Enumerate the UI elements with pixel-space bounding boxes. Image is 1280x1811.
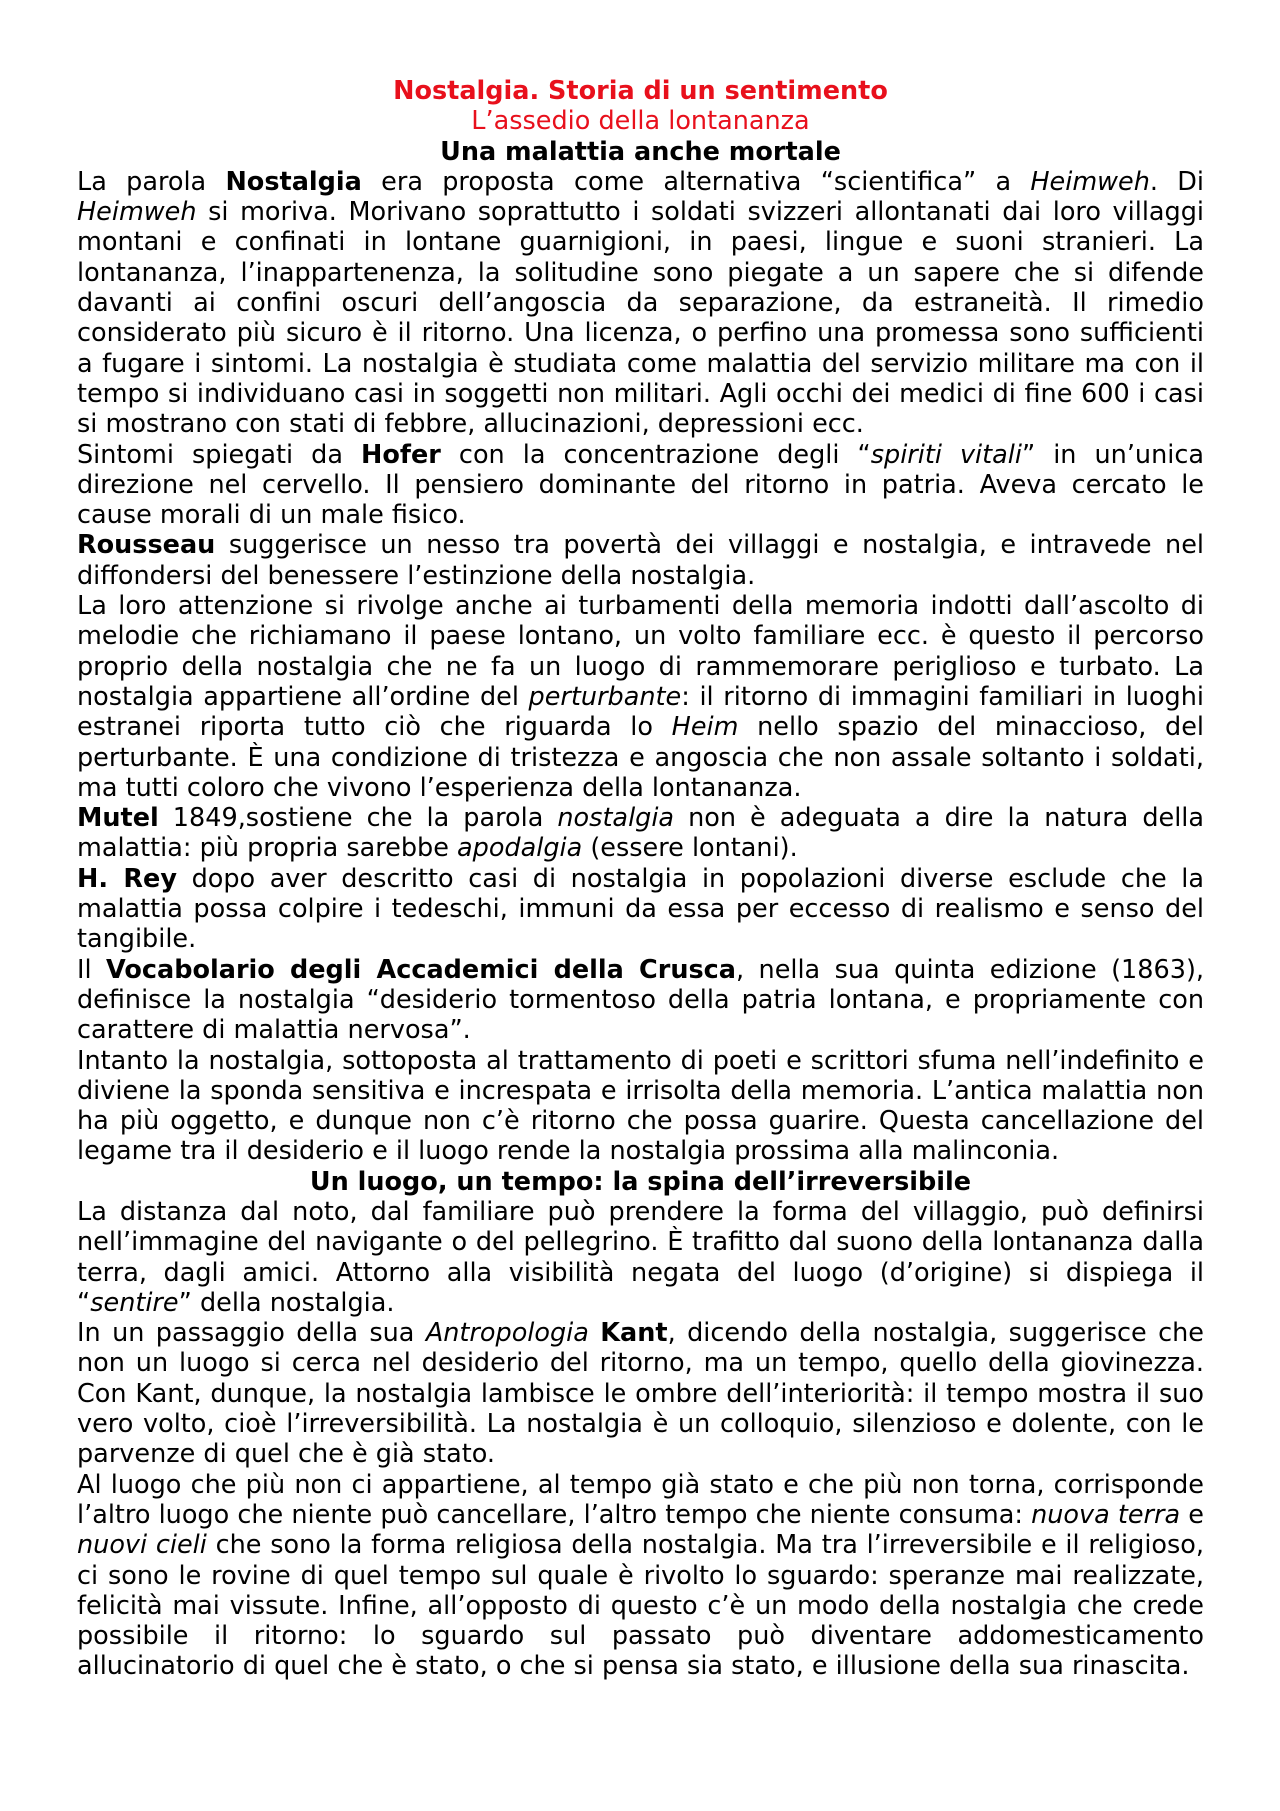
paragraph-5 xyxy=(77,803,1204,864)
paragraph-8: Intanto la nostalgia, sottoposta al trattamento di poeti e scrittori sfuma nell’indefinito e diviene la sponda sensitiva e increspata e irrisolta della memoria. L’antica malattia non ha più oggetto, e dunque non c’è ritorno che possa guarire. Questa cancellazione del legame tra il desiderio e il luogo rende la nostalgia prossima alla malinconia. xyxy=(77,1045,1204,1167)
name-mutel: Mutel xyxy=(77,803,159,834)
text-run: , nella sua quinta edizione (1863), definisce la nostalgia “desiderio tormentoso della patria lontana, e propriamente con carattere di malattia nervosa”. xyxy=(77,954,1204,1046)
text-run: con la concentrazione degli “ xyxy=(440,439,871,470)
term-nuovi-cieli: nuovi cieli xyxy=(77,1530,207,1561)
text-run: La distanza dal noto, dal familiare può prendere la forma del villaggio, può definirsi nell’immagine del navigante o del pellegrino. È trafitto dal suono della lontananza dalla terra, dagli amici. Attorno alla visibilità negata del luogo (d’origine) si dispiega il “ xyxy=(77,1196,1204,1318)
name-rousseau: Rousseau xyxy=(77,530,216,561)
term-heim: Heim xyxy=(671,712,739,743)
text-run: : il ritorno di immagini familiari in luoghi estranei riporta tutto ciò che riguarda lo xyxy=(77,681,1204,743)
name-kant: Kant xyxy=(600,1318,668,1349)
text-run: dopo aver descritto casi di nostalgia in popolazioni diverse esclude che la malattia possa colpire i tedeschi, immuni da essa per eccesso di realismo e senso del tangibile. xyxy=(77,863,1205,955)
name-hofer: Hofer xyxy=(361,439,441,470)
text-run: 1849,sostiene che la parola xyxy=(158,803,558,834)
term-antropologia: Antropologia xyxy=(425,1318,589,1349)
paragraph-10 xyxy=(77,1318,1204,1469)
text-run: (essere lontani). xyxy=(582,833,798,864)
term-nostalgia: Nostalgia xyxy=(225,166,362,197)
text-run: si moriva. Morivano soprattutto i soldati svizzeri allontanati dai loro villaggi montani e confinati in lontane guarnigioni, in paesi, lingue e suoni stranieri. La lontananza, l’inappartenenza, la solitudine sono piegate a un sapere che si difende davanti ai confini oscuri dell’angoscia da separazione, da estraneità. Il rimedio considerato più sicuro è il ritorno. Una licenza, o perfino una promessa sono sufficienti a fugare i sintomi. La nostalgia è studiata come malattia del servizio militare ma con il tempo si individuano casi in soggetti non militari. Agli occhi dei medici di fine 600 i casi si mostrano con stati di febbre, allucinazioni, depressioni ecc. xyxy=(77,197,1204,440)
text-run: Sintomi spiegati da xyxy=(77,439,362,470)
document-title: Nostalgia. Storia di un sentimento xyxy=(393,76,888,106)
text-run: suggerisce un nesso tra povertà dei villaggi e nostalgia, e intravede nel diffondersi del benessere l’estinzione della nostalgia. xyxy=(77,530,1204,591)
paragraph-11 xyxy=(77,1470,1204,1682)
term-spiriti-vitali: spiriti vitali xyxy=(870,439,1022,470)
paragraph-1 xyxy=(77,167,1204,440)
paragraph-4 xyxy=(77,591,1204,803)
paragraph-9 xyxy=(77,1197,1204,1318)
text-run: e xyxy=(1180,1499,1204,1530)
text-run: , dicendo della nostalgia, suggerisce che non un luogo si cerca nel desiderio del ritorno, ma un tempo, quello della giovinezza. Con Kant, dunque, la nostalgia lambisce le ombre dell’interiorità: il tempo mostra il suo vero volto, cioè l’irreversibilità. La nostalgia è un colloquio, silenzioso e dolente, con le parvenze di quel che è già stato. xyxy=(77,1318,1204,1470)
text-run: . Di xyxy=(1149,166,1204,197)
term-apodalgia: apodalgia xyxy=(457,833,583,864)
text-run: nello spazio del minaccioso, del perturbante. È una condizione di tristezza e angoscia che non assale soltanto i soldati, ma tutti coloro che vivono l’esperienza della lontananza. xyxy=(77,712,1204,803)
term-nuova-terra: nuova terra xyxy=(1031,1499,1181,1530)
text-run: ” in un’unica direzione nel cervello. Il pensiero dominante del ritorno in patria. Aveva cercato le cause morali di un male fisico. xyxy=(77,439,1204,531)
term-perturbante: perturbante xyxy=(528,681,682,712)
text-run: La parola xyxy=(77,166,226,197)
text-run: non è adeguata a dire la natura della malattia: più propria sarebbe xyxy=(77,803,1205,864)
text-run: La loro attenzione si rivolge anche ai turbamenti della memoria indotti dall’ascolto di melodie che richiamano il paese lontano, un volto familiare ecc. è questo il percorso proprio della nostalgia che ne fa un luogo di rammemorare periglioso e turbato. La nostalgia appartiene all’ordine del xyxy=(77,591,1204,712)
term-sentire: sentire xyxy=(90,1287,179,1318)
text-run: In un passaggio della sua xyxy=(77,1318,426,1349)
text-run: che sono la forma religiosa della nostalgia. Ma tra l’irreversibile e il religioso, ci sono le rovine di quel tempo sul quale è rivolto lo sguardo: speranze mai realizzate, felicità mai vissute. Infine, all’opposto di questo c’è un modo della nostalgia che crede possibile il ritorno: lo sguardo sul passato può diventare addomesticamento allucinatorio di quel che è stato, o che si pensa sia stato, e illusione della sua rinascita. xyxy=(77,1530,1204,1682)
text-run: Al luogo che più non ci appartiene, al tempo già stato e che più non torna, corrisponde l’altro luogo che niente può cancellare, l’altro tempo che niente consuma: xyxy=(77,1469,1204,1530)
term-heimweh: Heimweh xyxy=(1030,166,1150,197)
text-run: Il xyxy=(77,954,107,985)
paragraph-3 xyxy=(77,530,1204,591)
paragraph-2 xyxy=(77,440,1204,531)
name-rey: H. Rey xyxy=(77,863,177,894)
paragraph-7 xyxy=(77,955,1204,1046)
section-heading-1: Una malattia anche mortale xyxy=(440,136,841,167)
term-heimweh: Heimweh xyxy=(77,197,197,228)
name-vocabolario-crusca: Vocabolario degli Accademici della Crusca xyxy=(106,954,736,985)
paragraph-6 xyxy=(77,864,1204,955)
text-run: ” della nostalgia. xyxy=(178,1287,395,1318)
term-nostalgia: nostalgia xyxy=(557,803,675,834)
section-heading-2: Un luogo, un tempo: la spina dell’irreversibile xyxy=(309,1166,972,1197)
document-subtitle: L’assedio della lontananza xyxy=(471,106,810,137)
text-run: era proposta come alternativa “scientifica” a xyxy=(361,166,1031,197)
